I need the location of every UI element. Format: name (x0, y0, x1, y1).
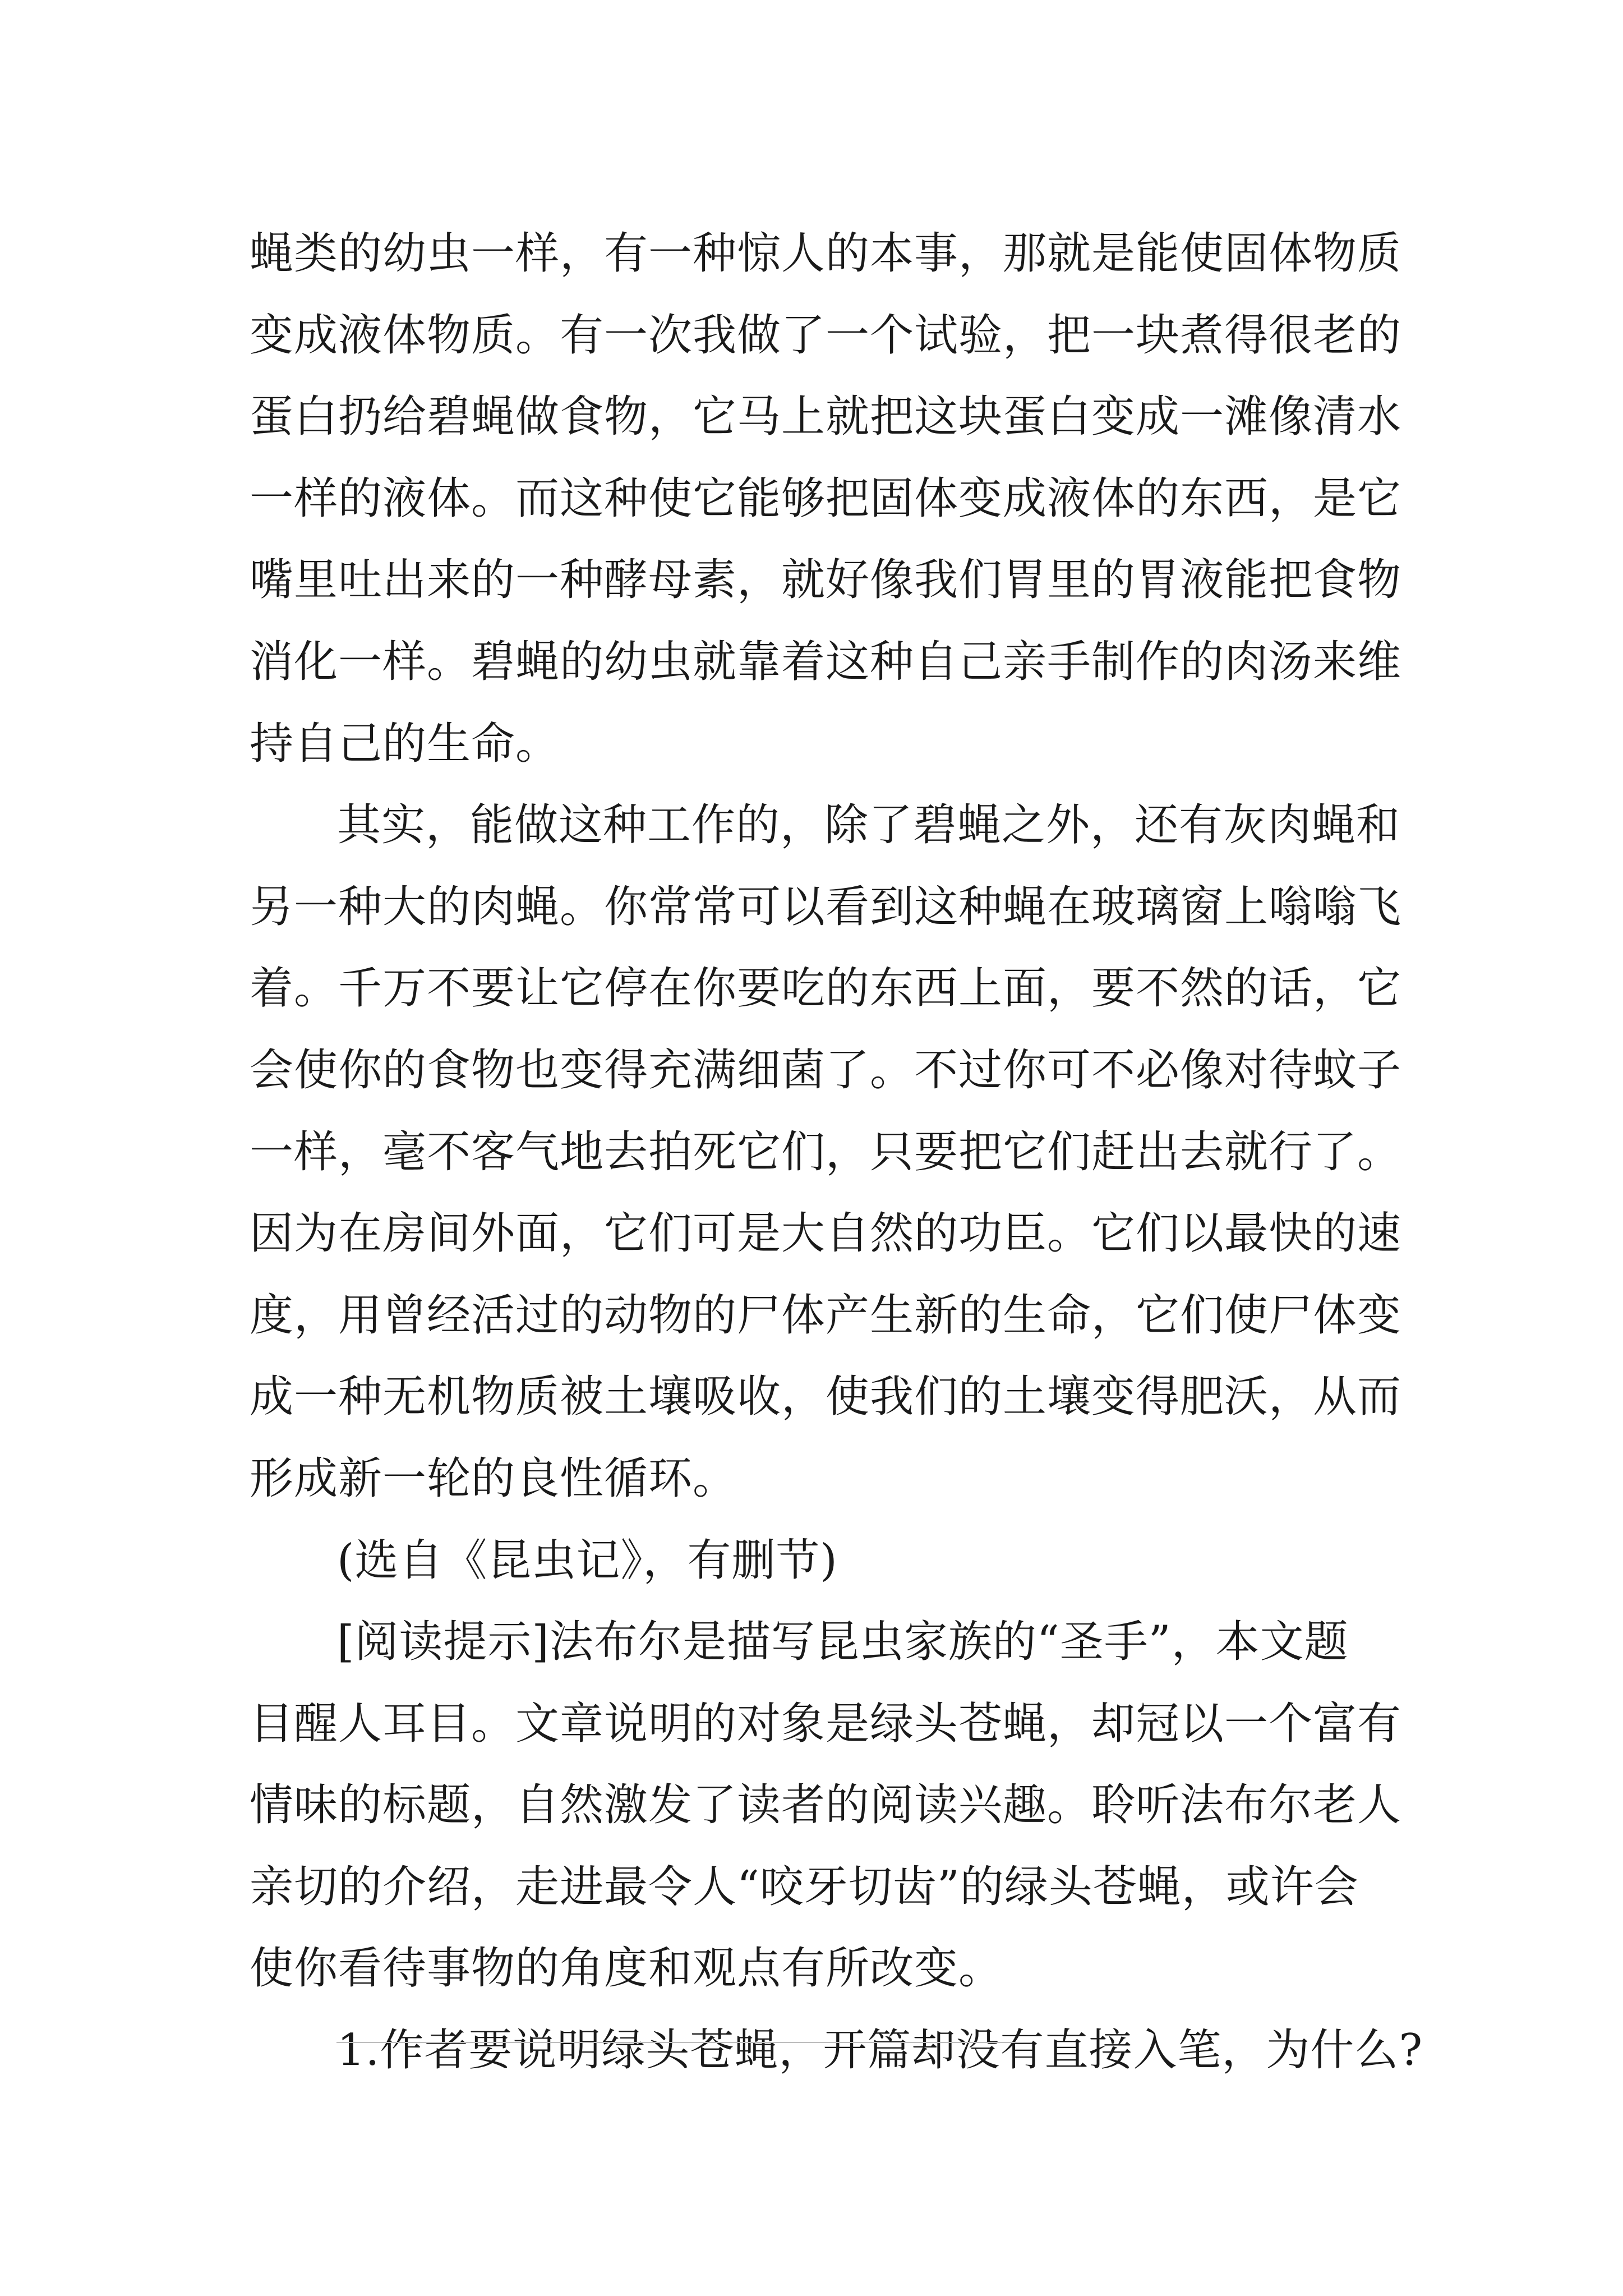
text-line: 因为在房间外面，它们可是大自然的功臣。它们以最快的速 (250, 1208, 1402, 1259)
text-line: 消化一样。碧蝇的幼虫就靠着这种自己亲手制作的肉汤来维 (250, 636, 1402, 687)
text-line: 变成液体物质。有一次我做了一个试验，把一块煮得很老的 (250, 310, 1402, 361)
text-line: 形成新一轮的良性循环。 (250, 1453, 737, 1504)
answer-line (336, 2042, 1023, 2043)
paragraph-start-line: 其实，能做这种工作的，除了碧蝇之外，还有灰肉蝇和 (337, 800, 1401, 851)
text-line: 蛋白扔给碧蝇做食物，它马上就把这块蛋白变成一滩像清水 (250, 392, 1402, 443)
text-line: 会使你的食物也变得充满细菌了。不过你可不必像对待蚊子 (250, 1045, 1402, 1096)
body-text (250, 213, 1423, 2092)
text-line: 着。千万不要让它停在你要吃的东西上面，要不然的话，它 (250, 963, 1402, 1014)
text-line: 成一种无机物质被土壤吸收，使我们的土壤变得肥沃，从而 (250, 1372, 1402, 1423)
source-citation: (选自《昆虫记》，有删节) (337, 1535, 838, 1586)
reading-tip-start-line: [阅读提示]法布尔是描写昆虫家族的“圣手”，本文题 (337, 1617, 1349, 1668)
text-line: 目醒人耳目。文章说明的对象是绿头苍蝇，却冠以一个富有 (250, 1698, 1402, 1749)
text-line: 亲切的介绍，走进最令人“咬牙切齿”的绿头苍蝇，或许会 (250, 1861, 1359, 1912)
question-1: 1.作者要说明绿头苍蝇，开篇却没有直接入笔，为什么? (337, 2025, 1423, 2076)
text-line: 持自己的生命。 (250, 718, 560, 769)
text-line: 度，用曾经活过的动物的尸体产生新的生命，它们使尸体变 (250, 1290, 1402, 1341)
text-line: 情味的标题，自然激发了读者的阅读兴趣。聆听法布尔老人 (250, 1780, 1402, 1831)
text-line: 嘴里吐出来的一种酵母素，就好像我们胃里的胃液能把食物 (250, 555, 1402, 606)
text-line: 一样，毫不客气地去拍死它们，只要把它们赶出去就行了。 (250, 1126, 1402, 1177)
text-line: 使你看待事物的角度和观点有所改变。 (250, 1943, 1003, 1994)
text-line: 另一种大的肉蝇。你常常可以看到这种蝇在玻璃窗上嗡嗡飞 (250, 881, 1402, 932)
text-line: 蝇类的幼虫一样，有一种惊人的本事，那就是能使固体物质 (250, 228, 1402, 279)
text-line: 一样的液体。而这种使它能够把固体变成液体的东西，是它 (250, 473, 1402, 524)
